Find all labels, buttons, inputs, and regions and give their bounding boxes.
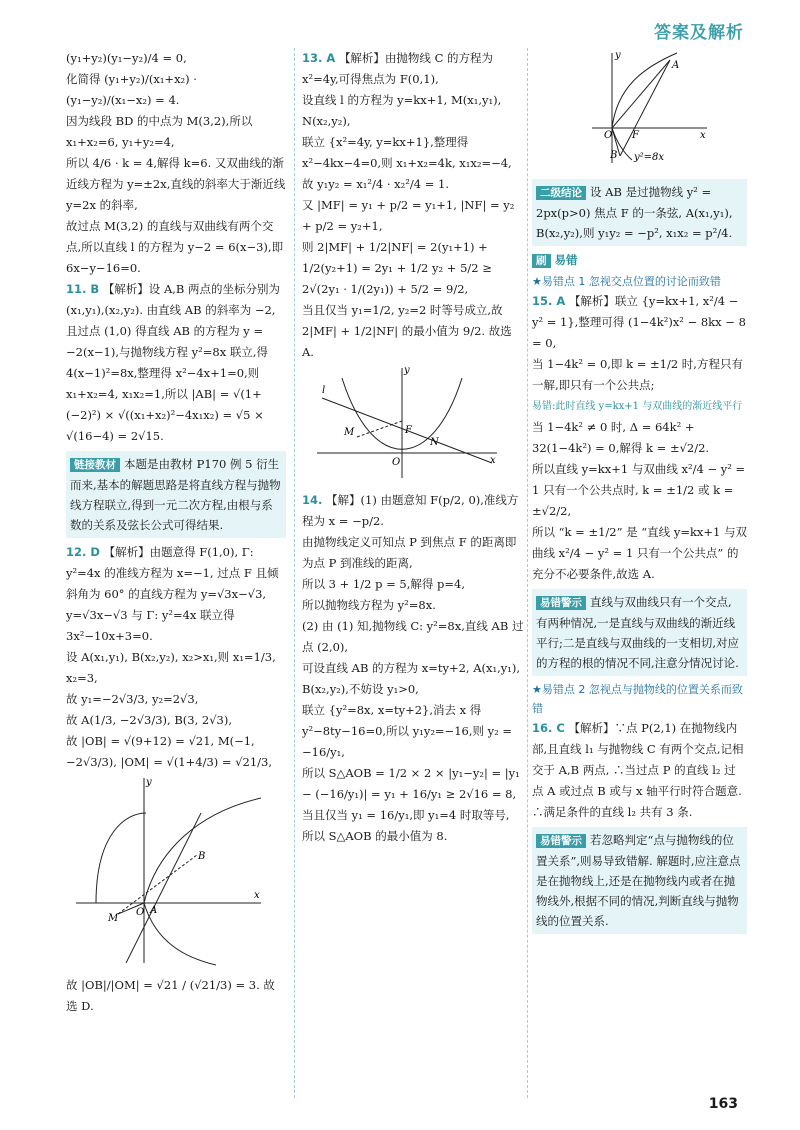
text-line: 则 2|MF| + 1/2|NF| = 2(y₁+1) + 1/2(y₂+1) = 2y₁ + 1/2 y₂ + 5/2 ≥ 2√(2y₁ · 1/(2y₁)) + 5/2 = 9/2, bbox=[302, 240, 492, 296]
text-line: 所以 S△AOB = 1/2 × 2 × |y₁−y₂| = |y₁ − (−16/y₁)| = y₁ + 16/y₁ ≥ 2√16 = 8,当且仅当 y₁ = 16/y₁,即 y₁=4 时取等号, bbox=[302, 766, 520, 822]
text-line: 故 |OB| = √(9+12) = √21, M(−1, −2√3/3), |OM| = √(1+4/3) = √21/3, bbox=[66, 734, 273, 769]
question-14 bbox=[302, 490, 524, 532]
segment-mf bbox=[357, 421, 402, 437]
text-line: 当 1−4k² = 0,即 k = ±1/2 时,方程只有一解,即只有一个公共点; bbox=[532, 357, 743, 392]
label-b: B bbox=[198, 851, 206, 862]
box-tag: 链接教材 bbox=[70, 458, 120, 472]
text-line: 因为线段 BD 的中点为 M(3,2),所以 x₁+x₂=6, y₁+y₂=4, bbox=[66, 114, 253, 149]
label-x: x bbox=[490, 455, 496, 466]
box-tag: 易错警示 bbox=[536, 596, 586, 610]
solution-text: 【解析】联立 {y=kx+1, x²/4 − y² = 1},整理可得 (1−4k²)x² − 8kx − 8 = 0, bbox=[532, 294, 746, 350]
label-n: N bbox=[430, 437, 439, 448]
label-x: x bbox=[254, 890, 260, 901]
question-11 bbox=[66, 279, 286, 447]
text-line: 所以直线 y=kx+1 与双曲线 x²/4 − y² = 1 只有一个公共点时, k = ±1/2 或 k = ±√2/2, bbox=[532, 462, 746, 518]
question-16 bbox=[532, 718, 747, 823]
column-1 bbox=[66, 48, 286, 1017]
box-text: 设 AB 是过抛物线 y² = 2px(p>0) 焦点 F 的一条弦, A(x₁,y₁), B(x₂,y₂),则 y₁y₂ = −p², x₁x₂ = p²/4. bbox=[536, 185, 733, 240]
label-a: A bbox=[150, 905, 158, 916]
question-number: 13. A bbox=[302, 51, 336, 65]
line-ab bbox=[620, 60, 670, 156]
box-text: 直线与双曲线只有一个交点,有两种情况,一是直线与双曲线的渐近线平行;二是直线与双曲线的一支相切,对应的方程的根的情况不同,注意分情况讨论. bbox=[536, 595, 740, 670]
text-line: 联立 {x²=4y, y=kx+1},整理得 x²−4kx−4=0,则 x₁+x₂=4k, x₁x₂=−4, bbox=[302, 135, 512, 170]
label-f: F bbox=[632, 130, 639, 141]
text-line: 所以 S△AOB 的最小值为 8. bbox=[302, 829, 448, 843]
label-o: O bbox=[392, 457, 401, 468]
solution-text: 【解析】设 A,B 两点的坐标分别为 (x₁,y₁),(x₂,y₂). 由直线 AB 的斜率为 −2,且过点 (1,0) 得直线 AB 的方程为 y = −2(x−1),与抛物线方程 y²=8x 联立,得 4(x−1)²=8x,整理得 x²−4x+1=0,则 x₁+x₂=4, x₁x₂=1,所以 |AB| = √(1+(−2)²) × √((x₁+x₂)²−4x₁x₂) = √5 × √(16−4) = 2√15. bbox=[66, 282, 281, 443]
text-line: 故 y₁y₂ = x₁²/4 · x₂²/4 = 1. bbox=[302, 177, 449, 191]
text-line: y=√3x−√3 与 Γ: y²=4x 联立得 3x²−10x+3=0. bbox=[66, 608, 235, 643]
solution-text: 【解】(1) 由题意知 F(p/2, 0),准线方程为 x = −p/2. bbox=[302, 493, 519, 528]
text-line: 化简得 (y₁+y₂)/(x₁+x₂) · (y₁−y₂)/(x₁−x₂) = 4. bbox=[66, 72, 197, 107]
section-heading bbox=[532, 250, 747, 272]
label-y: y bbox=[615, 50, 621, 61]
box-text: 若忽略判定“点与抛物线的位置关系”,则易导致错解. 解题时,应注意点是在抛物线上,还是在抛物线内或者在抛物线外,根据不同的情况,判断直线与抛物线的位置关系. bbox=[536, 833, 741, 928]
column-3 bbox=[532, 48, 747, 938]
figure-q12 bbox=[66, 773, 266, 968]
question-13 bbox=[302, 48, 524, 90]
label-b: B bbox=[610, 150, 618, 161]
text-line: 所以 3 + 1/2 p = 5,解得 p=4, bbox=[302, 577, 465, 591]
label-equation: y²=8x bbox=[634, 152, 665, 163]
text-line: 所以 4/6 · k = 4,解得 k=6. 又双曲线的渐近线方程为 y=±2x,直线的斜率大于渐近线 y=2x 的斜率, bbox=[66, 156, 286, 212]
question-number: 15. A bbox=[532, 294, 566, 308]
text-line: 可设直线 AB 的方程为 x=ty+2, A(x₁,y₁), B(x₂,y₂),不妨设 y₁>0, bbox=[302, 661, 521, 696]
text-line: 联立 {y²=8x, x=ty+2},消去 x 得 y²−8ty−16=0,所以 y₁y₂=−16,则 y₂ = −16/y₁, bbox=[302, 703, 513, 759]
label-o: O bbox=[136, 907, 145, 918]
page-number: 163 bbox=[708, 1096, 738, 1112]
text-line: 当且仅当 y₁=1/2, y₂=2 时等号成立,故 2|MF| + 1/2|NF| 的最小值为 9/2. 故选 A. bbox=[302, 303, 512, 359]
label-o: O bbox=[604, 130, 613, 141]
text-line: (2) 由 (1) 知,抛物线 C: y²=8x,直线 AB 过点 (2,0), bbox=[302, 619, 524, 654]
text-line: 故 A(1/3, −2√3/3), B(3, 2√3), bbox=[66, 713, 233, 727]
error-point-2: ★易错点 2 忽视点与抛物线的位置关系而致错 bbox=[532, 683, 743, 715]
text-line: 故 |OB|/|OM| = √21 / (√21/3) = 3. 故选 D. bbox=[66, 978, 275, 1013]
label-a: A bbox=[672, 60, 680, 71]
section-title: 易错 bbox=[554, 253, 578, 267]
figure-q13 bbox=[302, 363, 502, 483]
header-title: 答案及解析 bbox=[654, 23, 744, 43]
label-y: y bbox=[404, 365, 410, 376]
label-x: x bbox=[700, 130, 706, 141]
text-line: 当 1−4k² ≠ 0 时, Δ = 64k² + 32(1−4k²) = 0,解得 k = ±√2/2. bbox=[532, 420, 710, 455]
label-y: y bbox=[146, 777, 152, 788]
question-number: 14. bbox=[302, 493, 323, 507]
text-line: 所以抛物线方程为 y²=8x. bbox=[302, 598, 436, 612]
box-text: 本题是由教材 P170 例 5 衍生而来,基本的解题思路是将直线方程与抛物线方程联立,得到一元二次方程,由根与系数的关系及弦长公式可得结果. bbox=[70, 457, 281, 532]
label-m: M bbox=[108, 913, 119, 924]
question-number: 16. C bbox=[532, 721, 565, 735]
segment bbox=[118, 855, 197, 914]
column-2 bbox=[302, 48, 524, 847]
label-f: F bbox=[405, 425, 412, 436]
label-l: l bbox=[322, 385, 326, 396]
curve bbox=[96, 813, 146, 903]
error-note: 易错:此时直线 y=kx+1 与双曲线的渐近线平行 bbox=[532, 401, 743, 412]
box-tag: 二级结论 bbox=[536, 186, 586, 200]
box-tag: 易错警示 bbox=[536, 834, 586, 848]
text-line: (y₁+y₂)(y₁−y₂)/4 = 0, bbox=[66, 51, 187, 65]
solution-text: 【解析】由抛物线 C 的方程为 x²=4y,可得焦点为 F(0,1), bbox=[302, 51, 494, 86]
section-mark: 刷 bbox=[532, 254, 551, 268]
text-line: 所以 “k = ±1/2” 是 “直线 y=kx+1 与双曲线 x²/4 − y² = 1 只有一个公共点” 的充分不必要条件,故选 A. bbox=[532, 525, 748, 581]
label-m: M bbox=[344, 427, 355, 438]
text-line: 设 A(x₁,y₁), B(x₂,y₂), x₂>x₁,则 x₁=1/3, x₂=3, bbox=[66, 650, 276, 685]
warning-box bbox=[532, 589, 747, 676]
conclusion-box bbox=[532, 179, 747, 246]
text-line: 又 |MF| = y₁ + p/2 = y₁+1, |NF| = y₂ + p/2 = y₂+1, bbox=[302, 198, 515, 233]
question-12 bbox=[66, 542, 286, 605]
text-line: 故 y₁=−2√3/3, y₂=2√3, bbox=[66, 692, 199, 706]
line-ab bbox=[126, 813, 201, 963]
textbook-link-box bbox=[66, 451, 286, 538]
text-line: 由抛物线定义可知点 P 到焦点 F 的距离即为点 P 到准线的距离, bbox=[302, 535, 517, 570]
question-15 bbox=[532, 291, 747, 354]
text-line: 设直线 l 的方程为 y=kx+1, M(x₁,y₁), N(x₂,y₂), bbox=[302, 93, 502, 128]
column-divider bbox=[294, 48, 295, 1098]
error-point-1: ★易错点 1 忽视交点位置的讨论而致错 bbox=[532, 275, 721, 288]
question-number: 12. D bbox=[66, 545, 100, 559]
text-line: 故过点 M(3,2) 的直线与双曲线有两个交点,所以直线 l 的方程为 y−2 = 6(x−3),即 6x−y−16=0. bbox=[66, 219, 284, 275]
segment-oa bbox=[612, 60, 670, 128]
warning-box bbox=[532, 827, 747, 934]
figure-q14 bbox=[532, 48, 732, 168]
solution-text: 【解析】∵点 P(2,1) 在抛物线内部,且直线 l₁ 与抛物线 C 有两个交点,记相交于 A,B 两点, ∴当过点 P 的直线 l₂ 过点 A 或过点 B 或与 x 轴平行时符合题意. ∴满足条件的直线 l₂ 共有 3 条. bbox=[532, 721, 744, 819]
column-divider bbox=[527, 48, 528, 1098]
solution-text: 【解析】由题意得 F(1,0), Γ: y²=4x 的准线方程为 x=−1, 过点 F 且倾斜角为 60° 的直线方程为 y=√3x−√3, bbox=[66, 545, 279, 601]
question-number: 11. B bbox=[66, 282, 100, 296]
